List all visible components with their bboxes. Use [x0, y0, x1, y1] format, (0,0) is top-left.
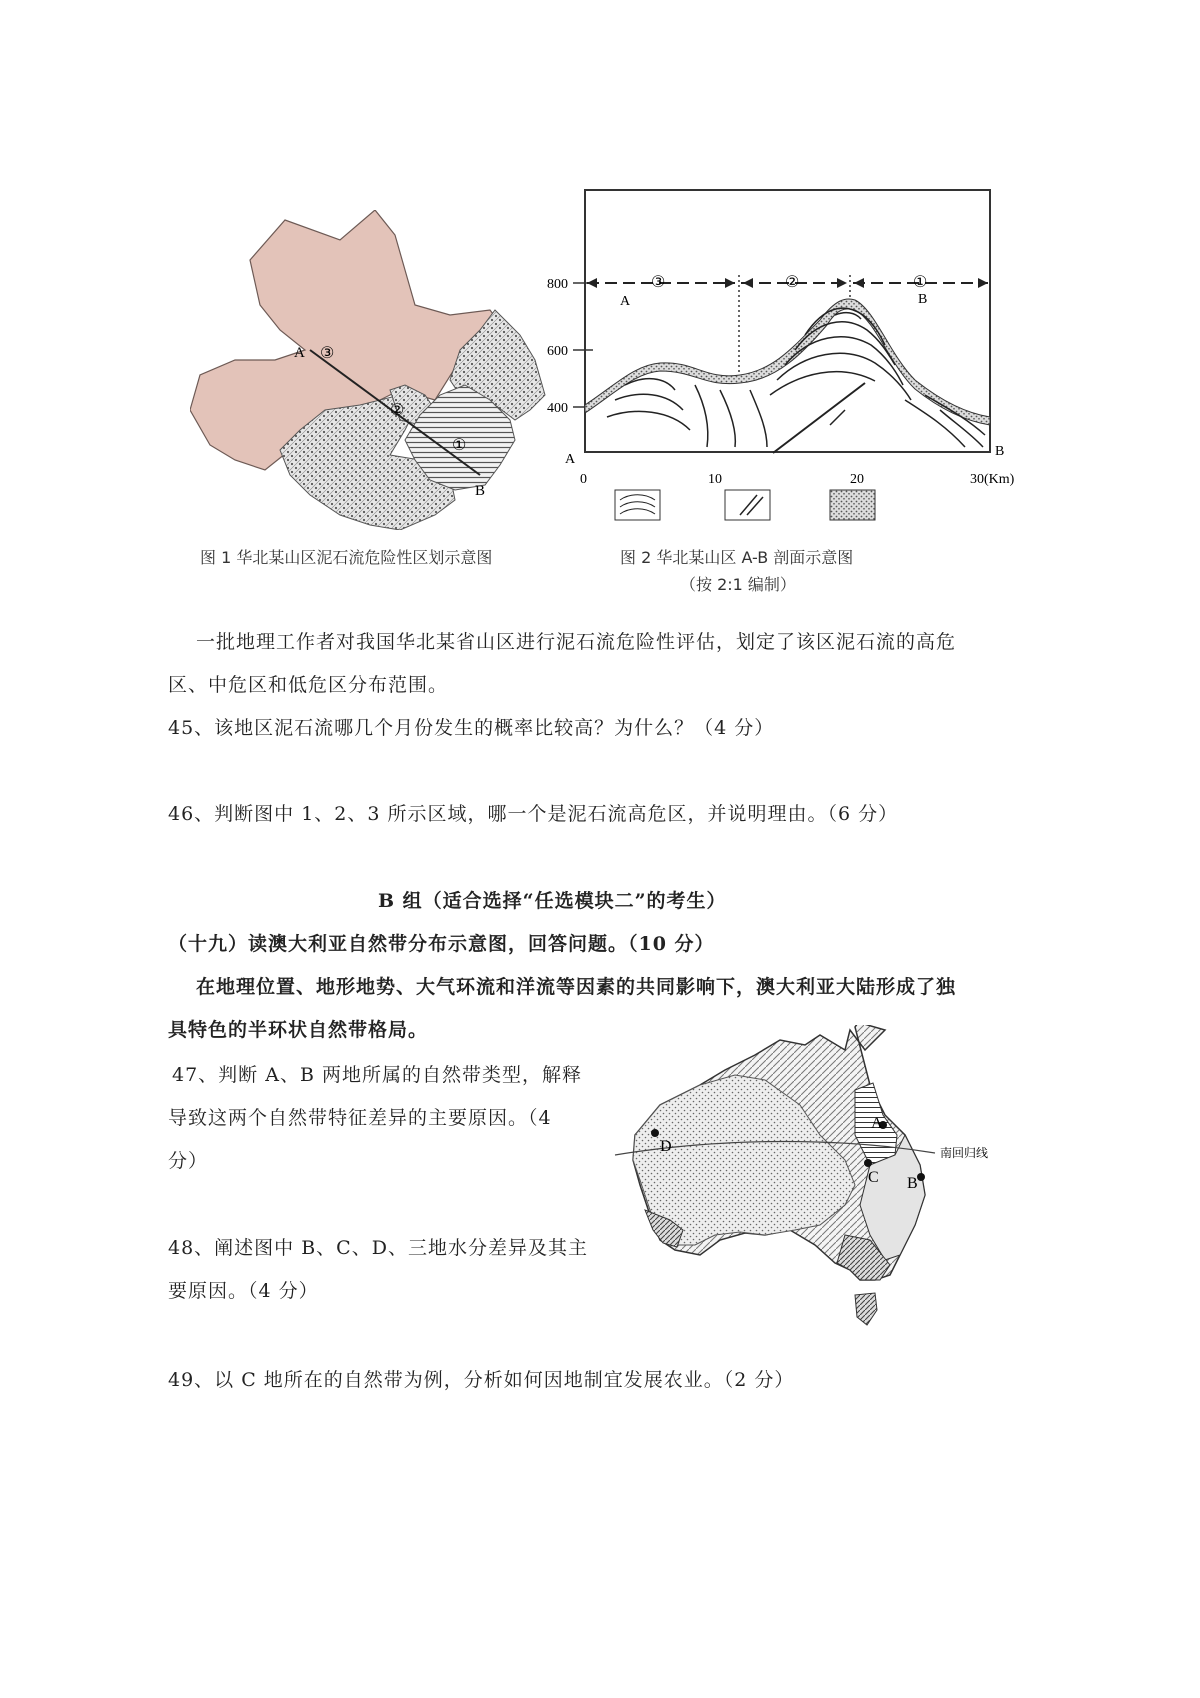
label-b: B [475, 483, 486, 499]
rock-strata [607, 308, 985, 447]
profile-a-bottom: A [565, 452, 576, 467]
x-tick-30: 30(Km) [970, 472, 1015, 487]
profile-a-top: A [620, 294, 631, 309]
profile-zone2-label: ② [785, 274, 800, 291]
question-19-title: （十九）读澳大利亚自然带分布示意图，回答问题。（10 分） [168, 933, 715, 955]
question-49: 49、以 C 地所在的自然带为例，分析如何因地制宜发展农业。（2 分） [168, 1369, 795, 1391]
group-b-heading: B 组（适合选择“任选模块二”的考生） [378, 890, 727, 912]
fault-line [773, 383, 865, 453]
label-zone3: ③ [320, 345, 335, 362]
profile-b-top: B [918, 292, 928, 307]
figure2-caption: 图 2 华北某山区 A-B 剖面示意图 [620, 548, 854, 567]
intro-line-2: 区、中危区和低危区分布范围。 [168, 674, 449, 696]
point-b-marker [917, 1173, 925, 1181]
point-d-marker [651, 1129, 659, 1137]
group-b-intro-line-1: 在地理位置、地形地势、大气环流和洋流等因素的共同影响下，澳大利亚大陆形成了独 [196, 976, 957, 998]
label-zone1: ① [452, 437, 467, 454]
question-48-line-1: 48、阐述图中 B、C、D、三地水分差异及其主 [168, 1237, 588, 1259]
point-b-label: B [907, 1175, 918, 1192]
figure2-profile [545, 185, 1035, 535]
point-a-label: A [871, 1115, 883, 1132]
figure3-australia-map [605, 1025, 1015, 1340]
figure2-subcaption: （按 2:1 编制） [680, 575, 796, 594]
x-tick-10: 10 [708, 472, 722, 487]
x-tick-0: 0 [580, 472, 587, 487]
point-c-marker [864, 1159, 872, 1167]
profile-zone3-label: ③ [651, 274, 666, 291]
tropic-label: 南回归线 [940, 1146, 989, 1160]
tasmania [855, 1293, 877, 1325]
point-c-label: C [868, 1169, 879, 1186]
y-tick-600: 600 [547, 344, 568, 359]
profile-b-bottom: B [995, 444, 1005, 459]
label-zone2: ② [390, 402, 405, 419]
x-tick-20: 20 [850, 472, 864, 487]
figure1-map [190, 210, 550, 530]
profile-zone1-label: ① [913, 274, 928, 291]
question-45: 45、该地区泥石流哪几个月份发生的概率比较高？为什么？（4 分） [168, 717, 775, 739]
question-47-line-3: 分） [168, 1150, 209, 1172]
question-48-line-2: 要原因。（4 分） [168, 1280, 319, 1302]
question-47-line-2: 导致这两个自然带特征差异的主要原因。（4 [168, 1107, 552, 1129]
profile-frame [585, 190, 990, 452]
y-tick-400: 400 [547, 401, 568, 416]
point-d-label: D [660, 1138, 672, 1155]
group-b-intro-line-2: 具特色的半环状自然带格局。 [168, 1019, 429, 1041]
y-tick-800: 800 [547, 277, 568, 292]
question-47-line-1: 47、判断 A、B 两地所属的自然带类型，解释 [172, 1064, 582, 1086]
figure1-caption: 图 1 华北某山区泥石流危险性区划示意图 [200, 548, 493, 567]
label-a: A [294, 345, 305, 361]
question-46: 46、判断图中 1、2、3 所示区域，哪一个是泥石流高危区，并说明理由。（6 分） [168, 803, 899, 825]
intro-line-1: 一批地理工作者对我国华北某省山区进行泥石流危险性评估，划定了该区泥石流的高危 [196, 631, 957, 653]
profile-legend [615, 490, 875, 520]
